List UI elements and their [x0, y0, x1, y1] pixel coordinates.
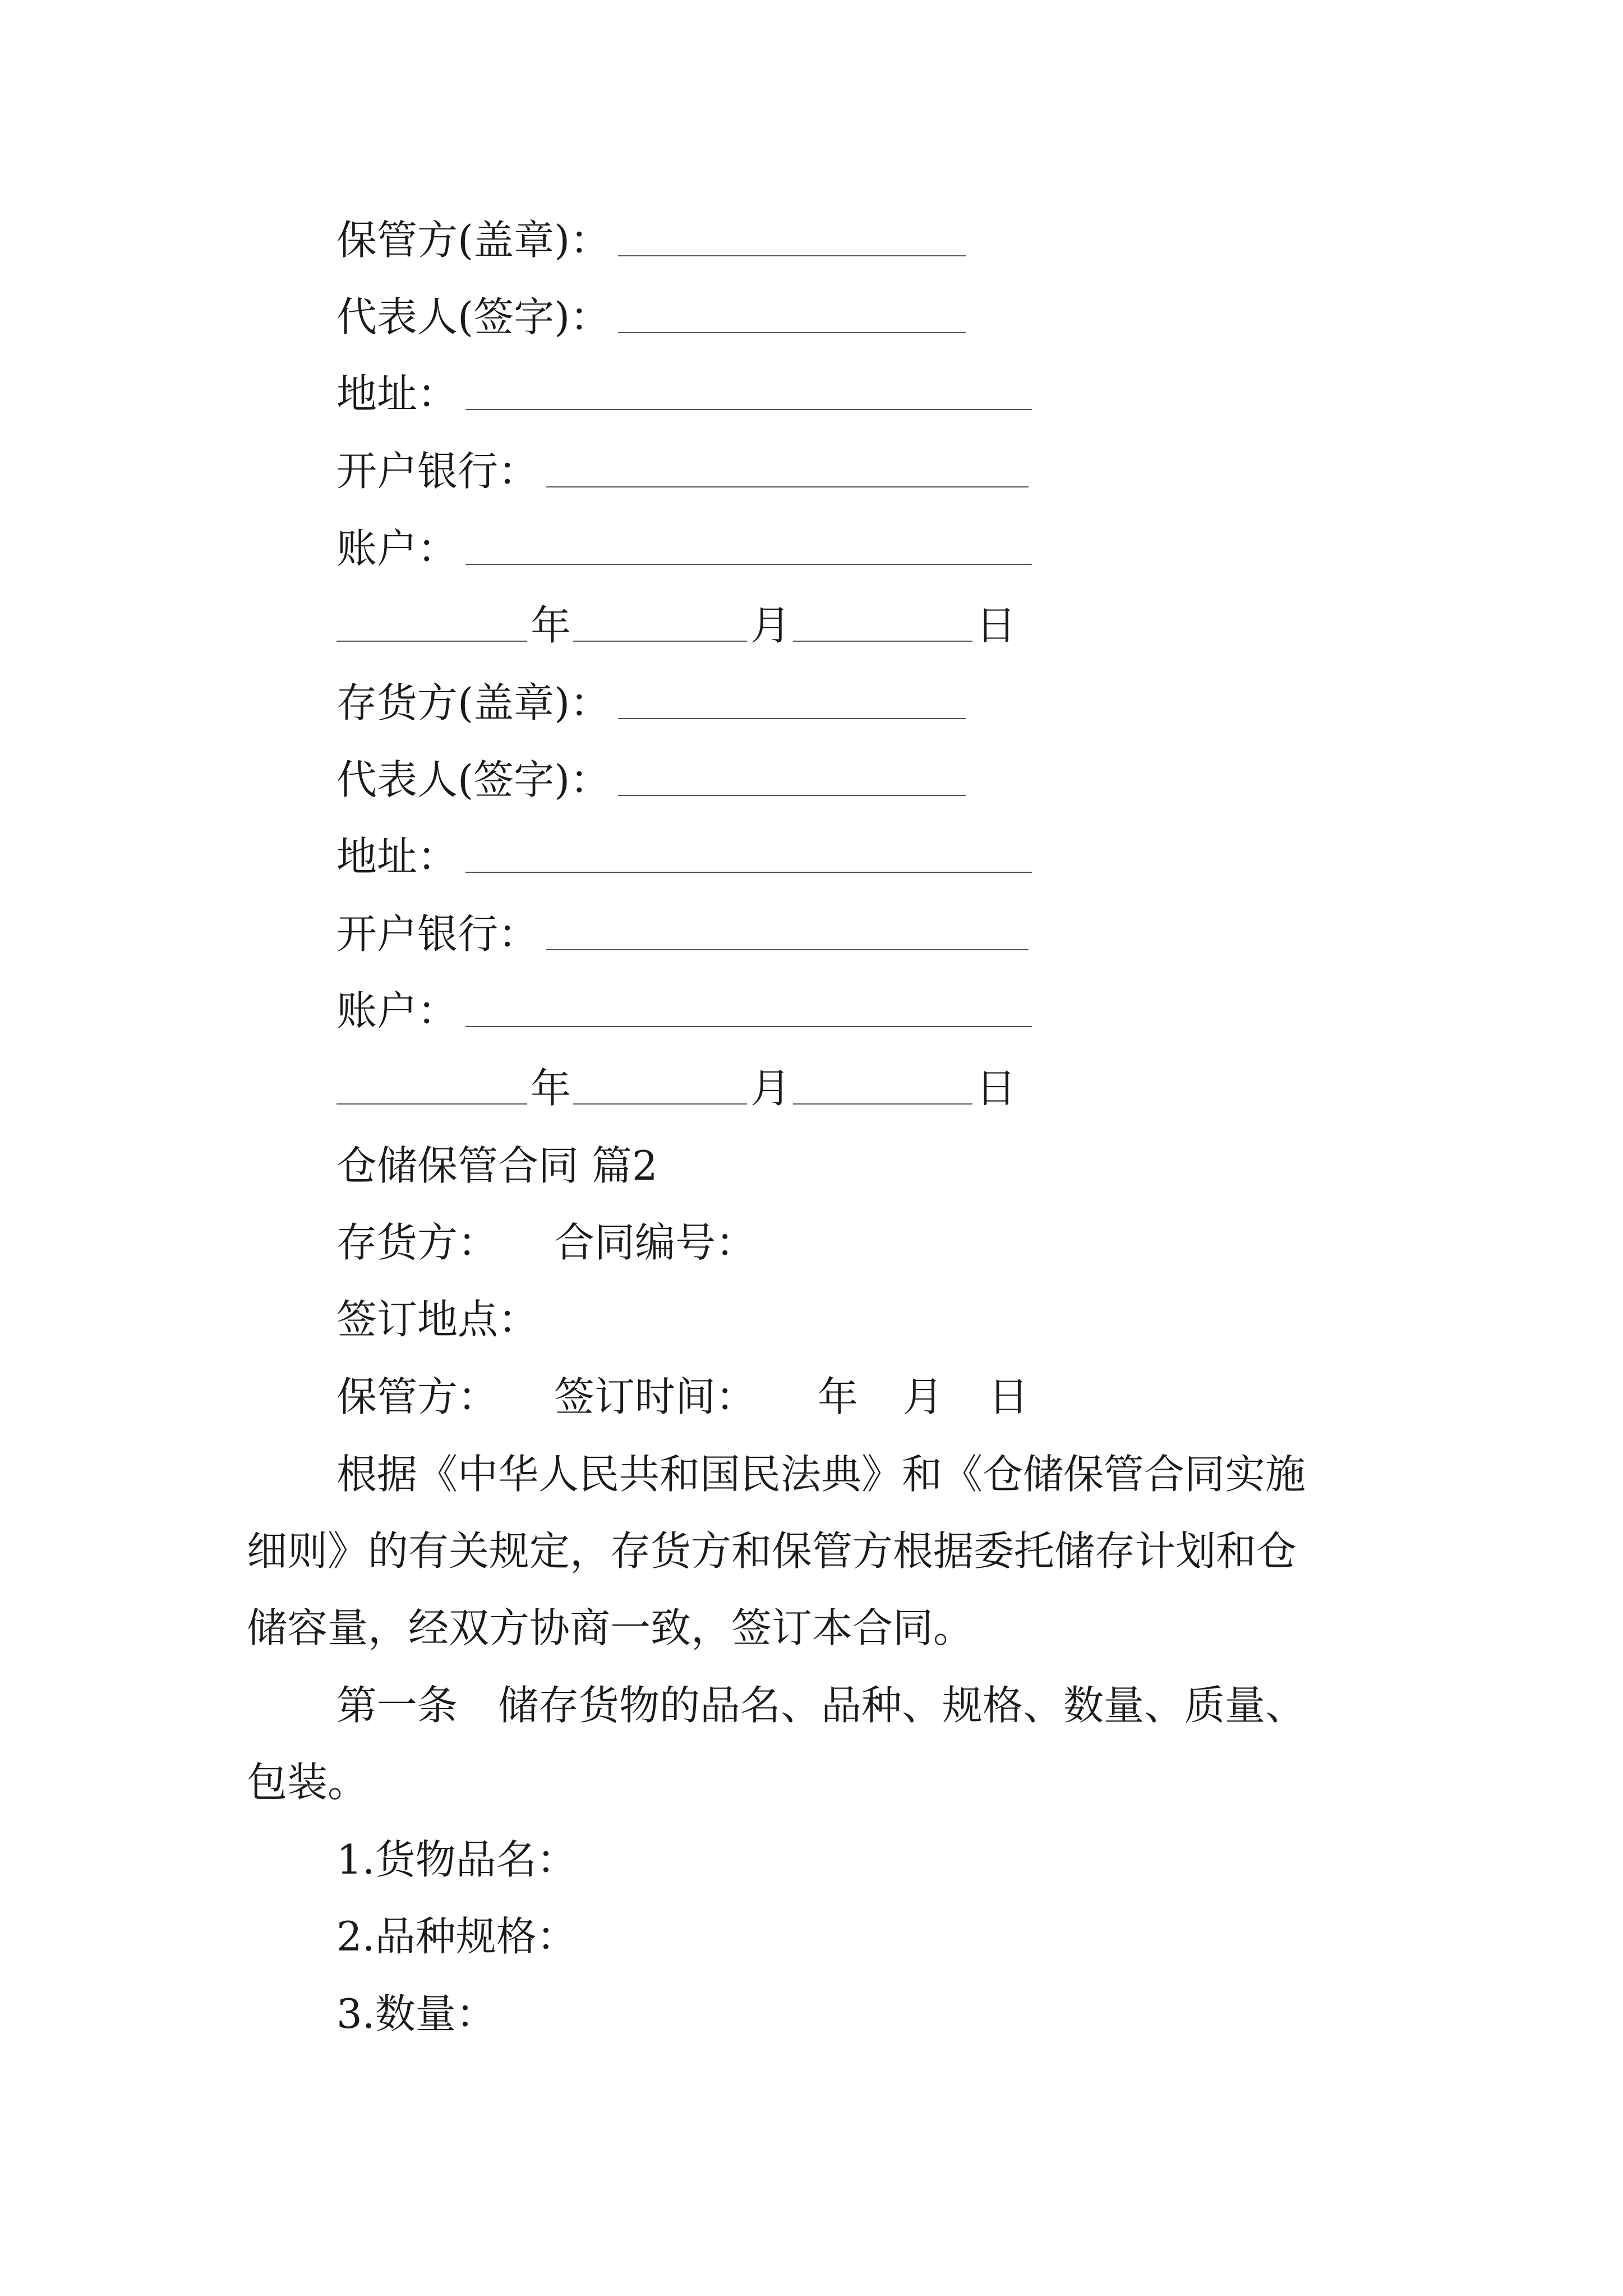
paragraph-text-1: 根据《中华人民共和国民法典》和《仓储保管合同实施: [336, 1451, 1306, 1498]
custodian-year-label: 年: [531, 602, 571, 649]
custodian-account-blank[interactable]: [465, 532, 1032, 565]
section2-title: [336, 1132, 658, 1199]
paragraph-text-3: 储容量，经双方协商一致，签订本合同。: [247, 1604, 974, 1651]
sign-year-label: 年: [818, 1373, 859, 1420]
depositor-address-label: 地址：: [336, 833, 458, 880]
depositor-party-label: 存货方(盖章)：: [336, 679, 611, 726]
sign-month-label: 月: [903, 1373, 944, 1420]
depositor-address-line: [336, 823, 1032, 890]
custodian-date-line: [336, 592, 1016, 659]
depositor-day-blank[interactable]: [793, 1072, 972, 1105]
sign-place-label: 签订地点：: [336, 1296, 539, 1343]
depositor-address-blank[interactable]: [465, 840, 1032, 873]
depositor-day-label: 日: [976, 1065, 1017, 1112]
item-3: [336, 1980, 496, 2047]
item-1: [336, 1826, 577, 1893]
section2-title-text: 仓储保管合同 篇2: [336, 1142, 658, 1189]
custodian-bank-line: [336, 438, 1029, 505]
depositor-party-blank[interactable]: [618, 687, 966, 719]
item-1-text: 1.货物品名：: [336, 1836, 577, 1883]
depositor-month-label: 月: [750, 1065, 791, 1112]
custodian-account-label: 账户：: [336, 525, 458, 572]
custodian-address-label: 地址：: [336, 370, 458, 417]
depositor-date-line: [336, 1055, 1016, 1122]
item-2-text: 2.品种规格：: [336, 1913, 577, 1960]
depositor-rep-blank[interactable]: [618, 763, 966, 796]
article1-text-2: 包装。: [247, 1759, 368, 1806]
contract-no-label: 合同编号：: [554, 1219, 757, 1266]
depositor-contract-line: [336, 1209, 756, 1276]
custodian-bank-label: 开户银行：: [336, 448, 539, 495]
depositor-bank-line: [336, 900, 1029, 968]
depositor-account-blank[interactable]: [465, 995, 1032, 1027]
custodian-day-blank[interactable]: [793, 609, 972, 642]
sign-place-line: [336, 1286, 538, 1353]
custodian-address-line: [336, 360, 1032, 427]
article1-text-1: 第一条 储存货物的品名、品种、规格、数量、质量、: [336, 1682, 1306, 1729]
custodian-year-blank[interactable]: [336, 609, 527, 642]
depositor-month-blank[interactable]: [573, 1072, 747, 1105]
depositor-party-line: [336, 669, 966, 737]
paragraph-line-1: [336, 1441, 1306, 1508]
article1-line-2: [247, 1749, 368, 1816]
paragraph-text-2: 细则》的有关规定，存货方和保管方根据委托储存计划和仓: [247, 1527, 1297, 1575]
custodian-day-label: 日: [976, 602, 1017, 649]
custodian-rep-blank[interactable]: [618, 301, 966, 333]
item-3-text: 3.数量：: [336, 1990, 496, 2037]
sign-time-label: 签订时间：: [554, 1373, 757, 1420]
depositor-label: 存货方：: [336, 1219, 499, 1266]
custodian-party-label: 保管方(盖章)：: [336, 217, 611, 264]
custodian-party-blank[interactable]: [618, 224, 966, 256]
custodian-account-line: [336, 515, 1032, 582]
depositor-bank-blank[interactable]: [546, 918, 1029, 950]
custodian-address-blank[interactable]: [465, 378, 1032, 410]
item-2: [336, 1903, 577, 1970]
custodian-rep-line: [336, 283, 966, 351]
custodian-party-line: [336, 206, 966, 274]
depositor-bank-label: 开户银行：: [336, 910, 539, 958]
custodian-bank-blank[interactable]: [546, 455, 1029, 487]
depositor-account-label: 账户：: [336, 987, 458, 1034]
paragraph-line-3: [247, 1594, 974, 1662]
depositor-rep-line: [336, 746, 966, 813]
custodian-label: 保管方：: [336, 1373, 499, 1420]
custodian-rep-label: 代表人(签字)：: [336, 293, 611, 341]
article1-line-1: [336, 1672, 1306, 1739]
sign-day-label: 日: [988, 1373, 1029, 1420]
custodian-sign-time-line: [336, 1363, 1029, 1430]
depositor-year-label: 年: [531, 1065, 571, 1112]
custodian-month-blank[interactable]: [573, 609, 747, 642]
depositor-account-line: [336, 977, 1032, 1045]
paragraph-line-2: [247, 1517, 1297, 1585]
depositor-year-blank[interactable]: [336, 1072, 527, 1105]
custodian-month-label: 月: [750, 602, 791, 649]
depositor-rep-label: 代表人(签字)：: [336, 756, 611, 803]
